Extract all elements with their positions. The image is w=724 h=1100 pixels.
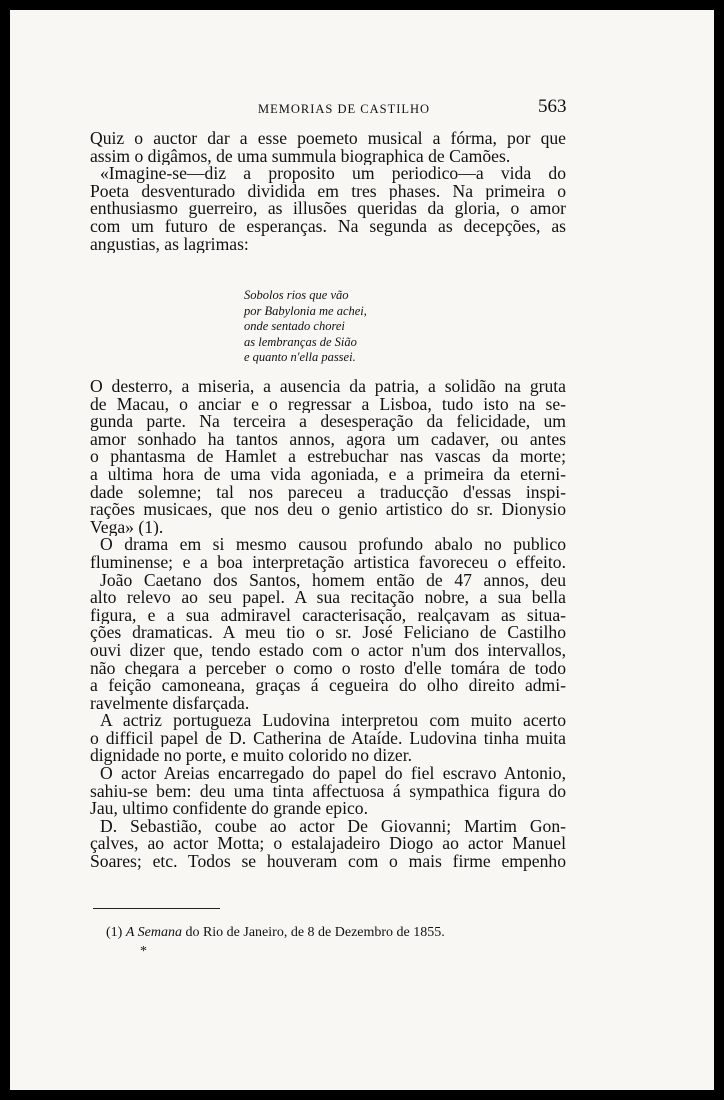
text-line: çalves, ao actor Motta; o estalajadeiro Diogo ao actor Manuel <box>90 835 566 854</box>
body-text-top <box>90 130 566 253</box>
text-line: Vega» (1). <box>90 518 164 537</box>
text-line: amor sonhado ha tantos annos, agora um cadaver, ou antes <box>90 430 566 449</box>
text-line: Soares; etc. Todos se houveram com o mais firme empenho <box>90 853 566 871</box>
running-head: MEMORIAS DE CASTILHO <box>258 102 431 116</box>
text-line: o phantasma de Hamlet a estrebuchar nas vascas da morte; <box>90 448 566 466</box>
text-line: Poeta desventurado dividida em tres phases. Na primeira o <box>90 182 566 201</box>
text-line: O desterro, a miseria, a ausencia da patria, a solidão na gruta <box>90 378 566 396</box>
text-line: angustias, as lagrimas: <box>90 235 249 254</box>
text-line: D. Sebastião, coube ao actor De Giovanni; Martim Gon- <box>100 817 566 836</box>
book-page <box>10 10 714 1090</box>
text-line: de Macau, o anciar e o regressar a Lisboa, tudo isto na se- <box>90 395 566 414</box>
text-line: não chegara a perceber o como o rosto d'elle tomára de todo <box>90 659 566 678</box>
page-number: 563 <box>538 96 567 117</box>
text-line: figura, e a sua admiravel caracterisação, realçavam as situa- <box>90 606 566 625</box>
text-line: a feição camoneana, graças á cegueira do olho direito admi- <box>90 677 566 695</box>
text-line: ouvi dizer que, tendo estado com o actor n'um dos intervallos, <box>90 641 566 660</box>
page-header <box>10 90 714 120</box>
verse-block <box>244 288 484 366</box>
footnote-divider <box>93 908 220 909</box>
text-line: A actriz portugueza Ludovina interpretou com muito acerto <box>100 712 566 730</box>
asterisk-mark: * <box>140 944 147 959</box>
text-line: sahiu-se bem: deu uma tinta affectuosa á sympathica figura do <box>90 782 566 801</box>
text-line: O drama em si mesmo causou profundo abalo no publico <box>100 536 566 554</box>
verse-line: e quanto n'ella passei. <box>244 350 356 365</box>
text-line: com um futuro de esperanças. Na segunda as decepções, as <box>90 217 566 236</box>
text-line: fluminense; e a boa interpretação artistica favoreceu o effeito. <box>90 553 566 572</box>
footnote-text: do Rio de Janeiro, de 8 de Dezembro de 1855. <box>185 925 445 940</box>
text-line: o difficil papel de D. Catherina de Ataíde. Ludovina tinha muita <box>90 729 566 748</box>
text-line: Jau, ultimo confidente do grande epico. <box>90 800 368 818</box>
text-line: O actor Areias encarregado do papel do fiel escravo Antonio, <box>100 765 566 783</box>
text-line: gunda parte. Na terceira a desesperação da felicidade, um <box>90 413 566 431</box>
text-line: rações musicaes, que nos deu o genio artistico do sr. Dionysio <box>90 501 566 519</box>
verse-line: onde sentado chorei <box>244 319 345 334</box>
verse-line: as lembranças de Sião <box>244 334 357 349</box>
body-text-main <box>90 378 566 871</box>
text-line: a ultima hora de uma vida agoniada, e a primeira da eterni- <box>90 465 566 484</box>
text-line: dignidade no porte, e muito colorido no dizer. <box>90 747 412 766</box>
verse-line: Sobolos rios que vão <box>244 288 349 302</box>
text-line: João Caetano dos Santos, homem então de 47 annos, deu <box>100 571 566 590</box>
text-line: alto relevo ao seu papel. A sua recitação nobre, a sua bella <box>90 589 566 607</box>
footnote-publication: A Semana <box>125 925 182 940</box>
text-line: dade solemne; tal nos pareceu a traducção d'essas inspi- <box>90 483 566 502</box>
verse-line: por Babylonia me achei, <box>244 303 367 318</box>
footnote-number: (1) <box>106 925 123 940</box>
text-line: ravelmente disfarçada. <box>90 694 250 713</box>
text-line: «Imagine-se—diz a proposito um periodico—a vida do <box>100 165 566 183</box>
text-line: enthusiasmo guerreiro, as illusões queridas da gloria, o amor <box>90 200 566 218</box>
text-line: assim o digâmos, de uma summula biographica de Camões. <box>90 147 511 166</box>
text-line: Quiz o auctor dar a esse poemeto musical a fórma, por que <box>90 130 566 148</box>
text-line: ções dramaticas. A meu tio o sr. José Feliciano de Castilho <box>90 624 566 642</box>
footnote <box>106 925 445 941</box>
